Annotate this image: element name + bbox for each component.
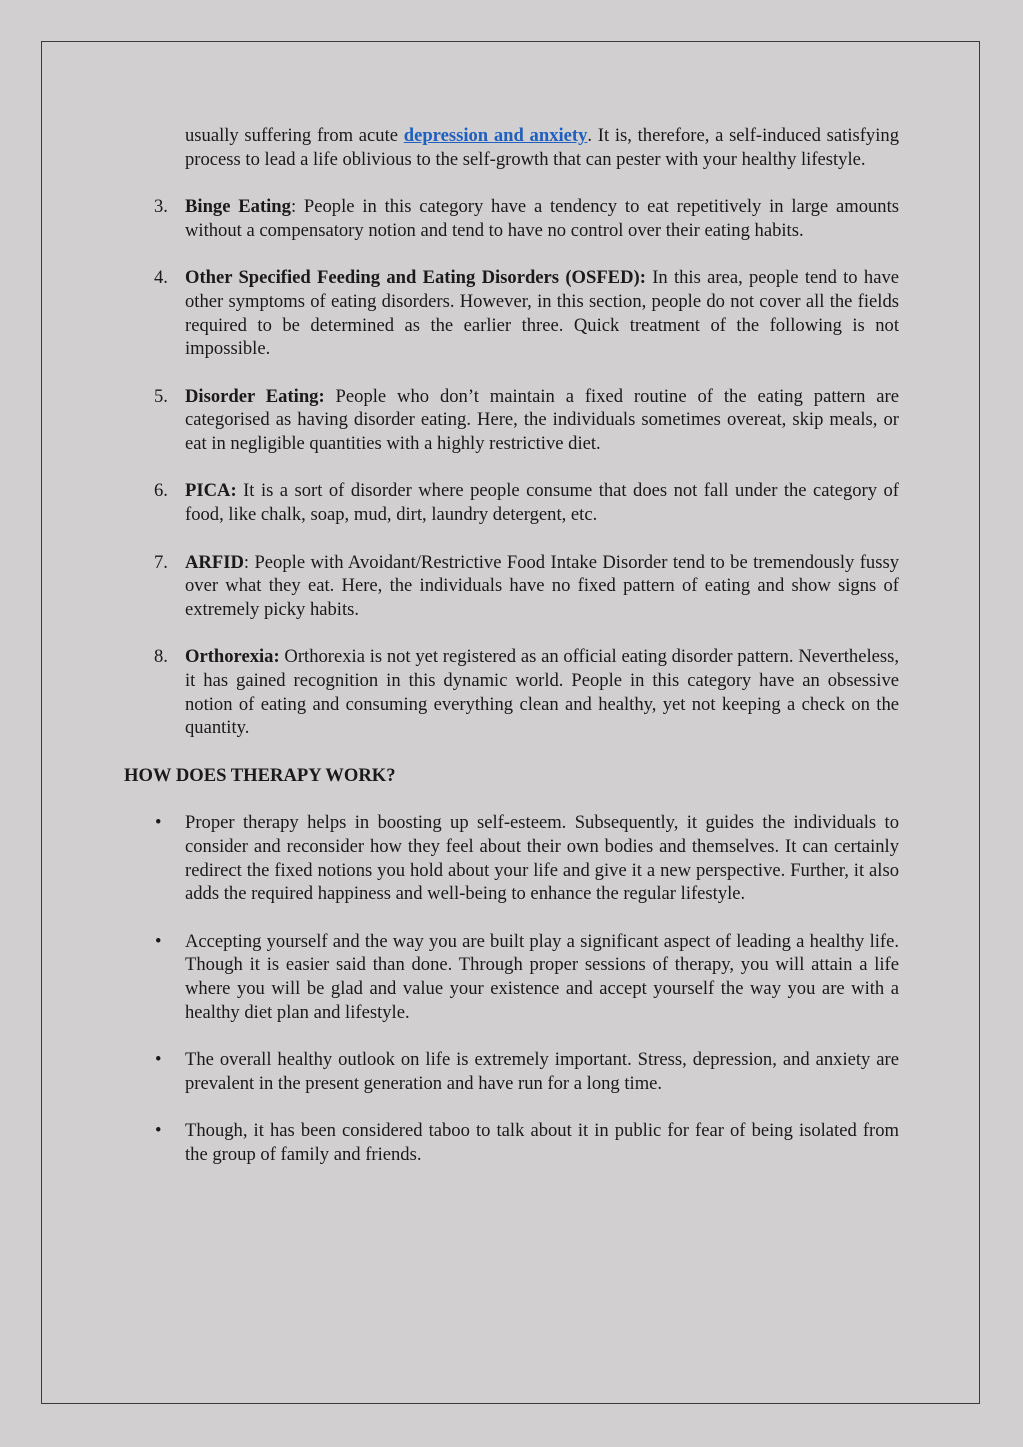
list-item	[124, 551, 899, 622]
bullet-item	[124, 1048, 899, 1095]
depression-anxiety-link[interactable]: depression and anxiety	[403, 125, 588, 146]
bullet-text: Though, it has been considered taboo to talk about it in public for fear of being isolated from the group of family and friends.	[185, 1120, 899, 1166]
list-text: It is a sort of disorder where people consume that does not fall under the category of food, like chalk, soap, mud, dirt, laundry detergent, etc.	[185, 480, 899, 526]
list-term: Disorder Eating:	[185, 385, 325, 407]
list-item	[124, 385, 899, 456]
intro-text-before: usually suffering from acute	[185, 125, 404, 146]
disorder-list	[124, 195, 899, 740]
list-text: : People in this category have a tendency to eat repetitively in large amounts without a compensatory notion and tend to have no control over their eating habits.	[185, 196, 899, 241]
list-number: 4.	[154, 267, 168, 289]
list-item	[124, 195, 899, 242]
list-text: People who don’t maintain a fixed routine of the eating pattern are categorised as having disorder eating. Here, the individuals sometimes overeat, skip meals, or eat in negligible quantities with a highly restrictive diet.	[185, 385, 899, 455]
bullet-dot-icon: •	[155, 1049, 162, 1071]
list-text: In this area, people tend to have other symptoms of eating disorders. However, in this section, people do not cover all the fields required to be determined as the earlier three. Quick treatment of the following is not impossible.	[185, 267, 899, 360]
document-body	[124, 124, 899, 1190]
section-heading: HOW DOES THERAPY WORK?	[124, 764, 396, 786]
list-item	[124, 266, 899, 361]
list-item	[124, 479, 899, 526]
bullet-text: The overall healthy outlook on life is extremely important. Stress, depression, and anxiety are prevalent in the present generation and have run for a long time.	[185, 1049, 899, 1094]
bullet-text: Proper therapy helps in boosting up self-esteem. Subsequently, it guides the individuals to consider and reconsider how they feel about their own bodies and themselves. It can certainly redirect the fixed notions you hold about your life and give it a new perspective. Further, it also adds the required happiness and well-being to enhance the regular lifestyle.	[185, 812, 899, 905]
list-number: 3.	[154, 196, 168, 218]
list-text: Orthorexia is not yet registered as an official eating disorder pattern. Nevertheless, it has gained recognition in this dynamic world. People in this category have an obsessive notion of eating and consuming everything clean and healthy, yet not keeping a check on the quantity.	[185, 646, 899, 739]
bullet-dot-icon: •	[155, 812, 162, 834]
bullet-item	[124, 811, 899, 906]
intro-paragraph	[124, 124, 899, 171]
bullet-dot-icon: •	[155, 930, 162, 952]
list-term: Binge Eating	[185, 196, 291, 218]
list-text: : People with Avoidant/Restrictive Food Intake Disorder tend to be tremendously fussy over what they eat. Here, the individuals have no fixed pattern of eating and show signs of extremely picky habits.	[185, 551, 899, 620]
list-term: Orthorexia:	[185, 646, 280, 668]
bullet-text: Accepting yourself and the way you are built play a significant aspect of leading a healthy life. Though it is easier said than done. Through proper sessions of therapy, you will attain a life where you will be glad and value your existence and accept yourself the way you are with a healthy diet plan and lifestyle.	[185, 930, 899, 1023]
bullet-item	[124, 1119, 899, 1166]
list-number: 7.	[154, 551, 168, 573]
list-term: Other Specified Feeding and Eating Disorders (OSFED):	[185, 267, 646, 289]
list-number: 5.	[154, 385, 168, 407]
list-term: ARFID	[185, 551, 244, 573]
bullet-item	[124, 930, 899, 1025]
list-term: PICA:	[185, 480, 237, 502]
list-number: 8.	[154, 646, 168, 668]
intro-text-after: . It is, therefore, a self-induced satisfying process to lead a life oblivious to the self-growth that can pester with your healthy lifestyle.	[185, 125, 899, 170]
list-number: 6.	[154, 480, 168, 502]
therapy-bullet-list	[124, 811, 899, 1167]
bullet-dot-icon: •	[155, 1120, 162, 1142]
list-item	[124, 645, 899, 740]
